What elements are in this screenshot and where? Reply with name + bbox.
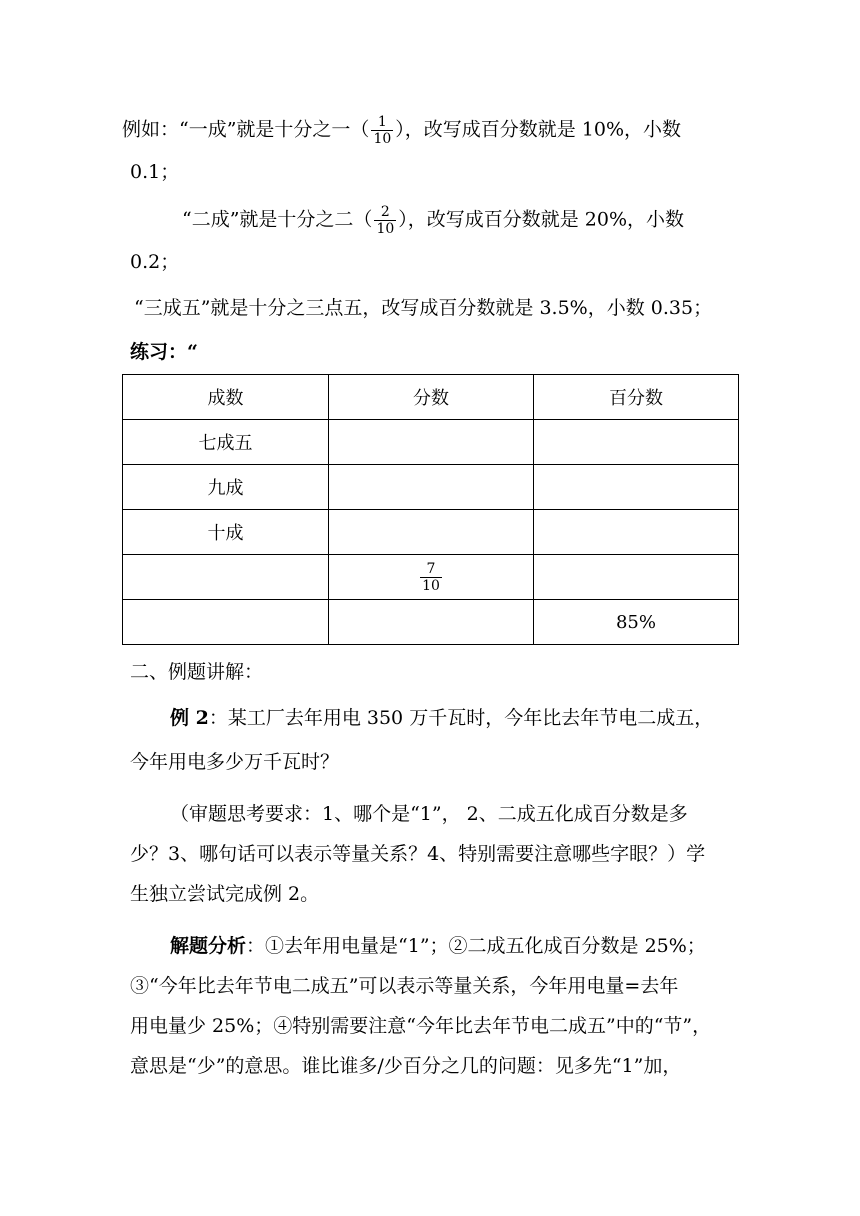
header-cheng-shu: 成数 [123,375,329,420]
fraction-denominator: 10 [422,577,440,594]
table-cell-blank [123,555,329,600]
fraction-numerator: 2 [380,204,390,220]
table-row [123,465,739,510]
requirements-line-3: 生独立尝试完成例 2。 [130,883,320,905]
analysis-label: 解题分析 [170,935,247,957]
table-cell-blank [329,420,534,465]
intro-line-4: 0.2； [130,251,180,273]
header-bai-fen-shu: 百分数 [534,375,739,420]
requirements-line-1: （审题思考要求：1、哪个是“1”， 2、二成五化成百分数是多 [170,803,688,825]
table-row [123,420,739,465]
example-2-line-2: 今年用电多少万千瓦时？ [130,751,340,773]
example-2-line-1 [170,706,713,730]
fraction-numerator: 7 [426,560,436,577]
table-cell: 85% [534,600,739,645]
intro-line-1-prefix: 例如：“一成”就是十分之一（ [122,118,370,141]
analysis-line-3: 用电量少 25%；④特别需要注意“今年比去年节电二成五”中的“节”， [130,1015,712,1037]
analysis-line-1 [170,934,706,958]
practice-table [122,374,739,645]
analysis-text: ：①去年用电量是“1”；②二成五化成百分数是 25%； [246,935,706,957]
table-cell-blank [123,600,329,645]
example-2-text: ：某工厂去年用电 350 万千瓦时，今年比去年节电二成五， [208,707,714,729]
fraction-two-tenths [374,204,396,237]
table-cell: 七成五 [123,420,329,465]
table-row [123,510,739,555]
table-row [123,555,739,600]
fraction-seven-tenths [420,561,442,594]
table-cell-blank [329,465,534,510]
table-cell: 十成 [123,510,329,555]
intro-line-3 [182,204,684,237]
fraction-denominator: 10 [376,221,395,237]
fraction-denominator: 10 [373,131,392,147]
intro-line-3-prefix: “二成”就是十分之二（ [182,208,373,231]
analysis-line-4: 意思是“少”的意思。谁比谁多/少百分之几的问题：见多先“1”加， [130,1055,682,1077]
table-cell-blank [329,510,534,555]
intro-line-5: “三成五”就是十分之三点五，改写成百分数就是 3.5%，小数 0.35； [134,297,713,319]
fraction-numerator: 1 [377,114,387,130]
section-heading: 二、例题讲解： [130,661,264,683]
intro-line-3-suffix: ），改写成百分数就是 20%，小数 [398,208,685,231]
table-row [123,600,739,645]
table-cell-blank [534,510,739,555]
table-cell-blank [534,555,739,600]
intro-line-1 [122,114,681,147]
analysis-line-2: ③“今年比去年节电二成五”可以表示等量关系，今年用电量=去年 [130,975,679,997]
table-cell-blank [534,420,739,465]
table-cell-fraction [329,555,534,600]
table-cell-blank [329,600,534,645]
intro-line-2: 0.1； [130,161,180,183]
practice-label: 练习：“ [130,341,198,363]
header-fen-shu: 分数 [329,375,534,420]
example-2-label: 例 2 [170,707,209,729]
intro-line-1-suffix: ），改写成百分数就是 10%，小数 [395,118,682,141]
table-cell: 九成 [123,465,329,510]
fraction-one-tenth [371,114,393,147]
table-header-row [123,375,739,420]
table-cell-blank [534,465,739,510]
requirements-line-2: 少？3、哪句话可以表示等量关系？4、特别需要注意哪些字眼？）学 [130,843,706,865]
